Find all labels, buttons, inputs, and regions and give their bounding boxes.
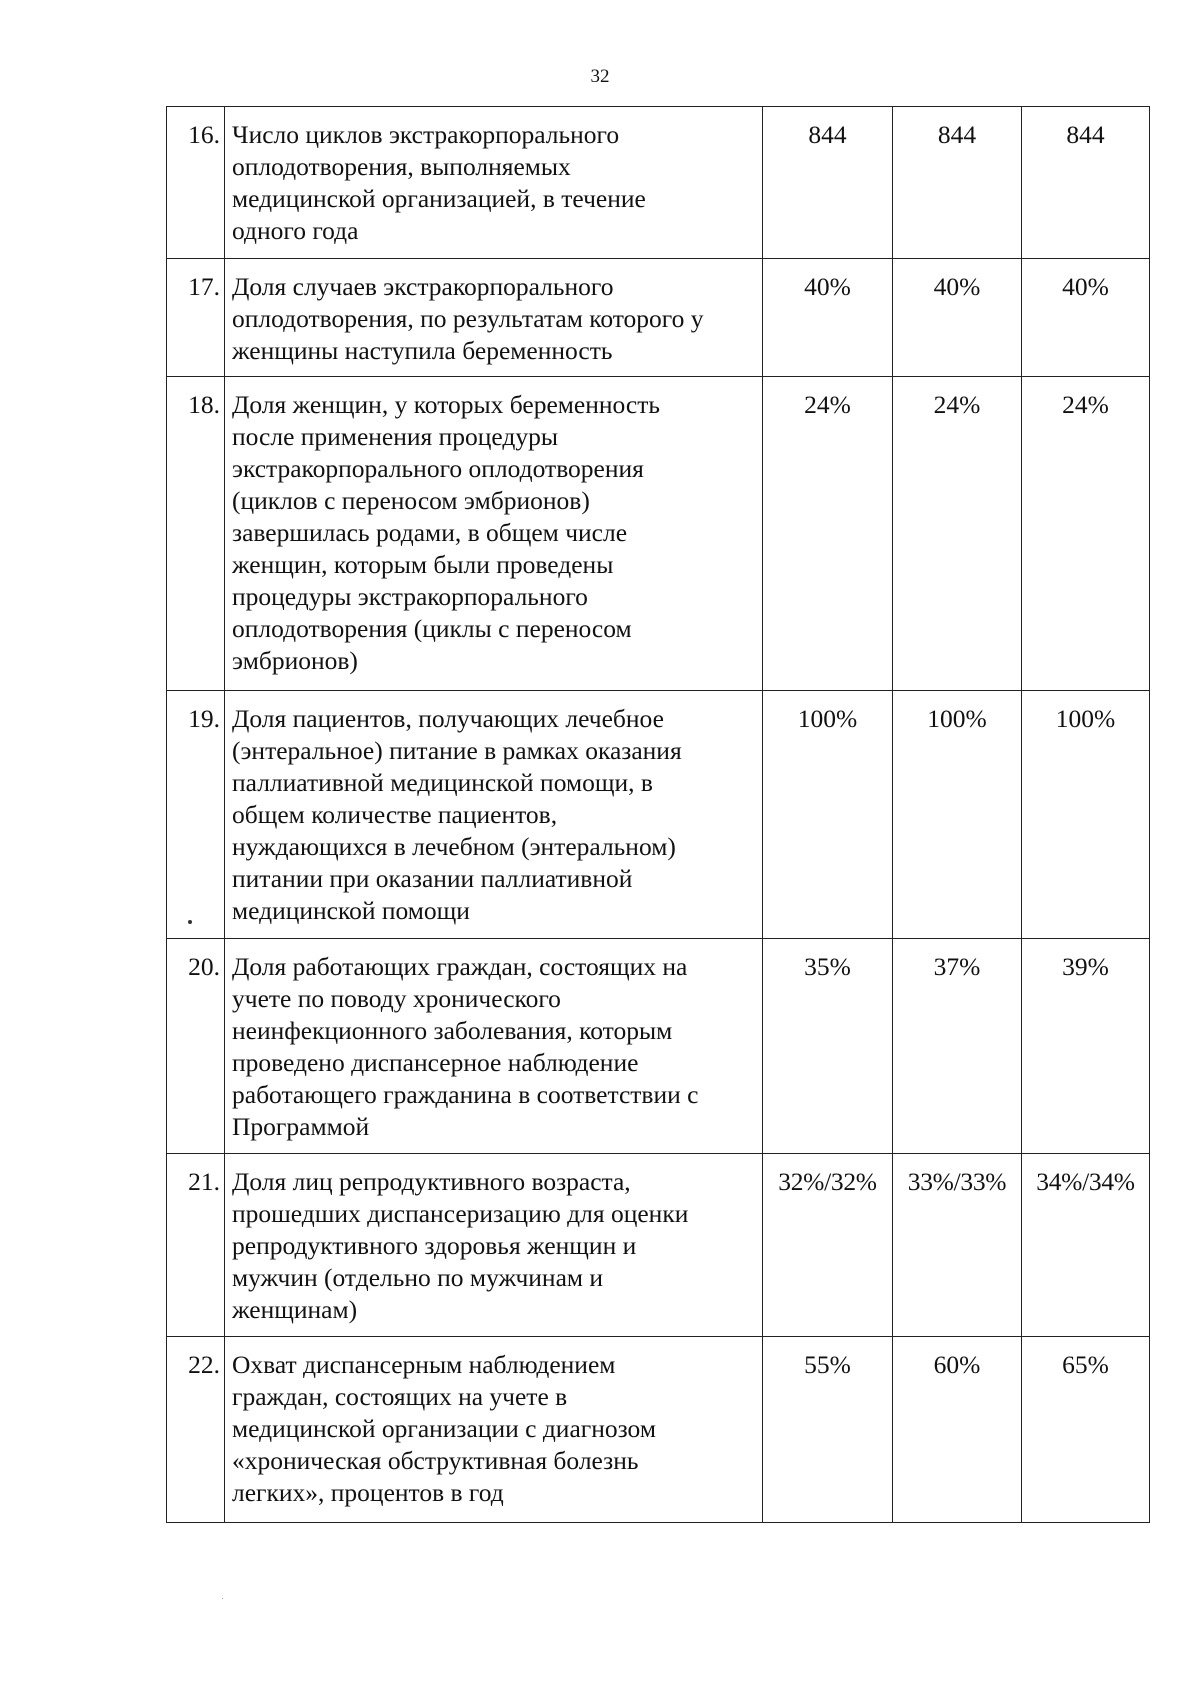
- value-year-1: 100%: [763, 691, 893, 939]
- page-number: 32: [590, 66, 610, 87]
- row-number: 21.: [167, 1154, 225, 1337]
- value-year-1: 844: [763, 107, 893, 259]
- table-row: [167, 1337, 1150, 1523]
- table-row: [167, 259, 1150, 377]
- scan-dot-mark: [188, 920, 192, 924]
- value-year-1: 40%: [763, 259, 893, 377]
- value-year-1: 32%/32%: [763, 1154, 893, 1337]
- indicator-description: Охват диспансерным наблюдением граждан, состоящих на учете в медицинской организации с диагнозом «хроническая обструктивная болезнь легких», процентов в год: [225, 1337, 763, 1523]
- value-year-3: 24%: [1022, 377, 1150, 691]
- indicators-table: [166, 106, 1150, 1523]
- indicator-description: Число циклов экстракорпорального оплодотворения, выполняемых медицинской организацией, в течение одного года: [225, 107, 763, 259]
- value-year-3: 40%: [1022, 259, 1150, 377]
- value-year-1: 24%: [763, 377, 893, 691]
- indicator-description: Доля работающих граждан, состоящих на учете по поводу хронического неинфекционного заболевания, которым проведено диспансерное наблюдение работающего гражданина в соответствии с Программой: [225, 939, 763, 1154]
- value-year-3: 100%: [1022, 691, 1150, 939]
- row-number: 16.: [167, 107, 225, 259]
- value-year-2: 37%: [893, 939, 1022, 1154]
- row-number: 19.: [167, 691, 225, 939]
- value-year-2: 60%: [893, 1337, 1022, 1523]
- value-year-2: 33%/33%: [893, 1154, 1022, 1337]
- value-year-2: 100%: [893, 691, 1022, 939]
- table-row: [167, 939, 1150, 1154]
- indicator-description: Доля случаев экстракорпорального оплодотворения, по результатам которого у женщины наступила беременность: [225, 259, 763, 377]
- indicator-description: Доля женщин, у которых беременность после применения процедуры экстракорпорального оплодотворения (циклов с переносом эмбрионов) завершилась родами, в общем числе женщин, которым были проведены процедуры экстракорпорального оплодотворения (циклы с переносом эмбрионов): [225, 377, 763, 691]
- row-number: 20.: [167, 939, 225, 1154]
- value-year-3: 844: [1022, 107, 1150, 259]
- row-number: 18.: [167, 377, 225, 691]
- indicator-description: Доля пациентов, получающих лечебное (энтеральное) питание в рамках оказания паллиативной медицинской помощи, в общем количестве пациентов, нуждающихся в лечебном (энтеральном) питании при оказании паллиативной медицинской помощи: [225, 691, 763, 939]
- row-number: 22.: [167, 1337, 225, 1523]
- table-row: [167, 1154, 1150, 1337]
- table-row: [167, 377, 1150, 691]
- value-year-1: 55%: [763, 1337, 893, 1523]
- value-year-2: 844: [893, 107, 1022, 259]
- scan-speck: [222, 1598, 223, 1599]
- indicator-description: Доля лиц репродуктивного возраста, прошедших диспансеризацию для оценки репродуктивного здоровья женщин и мужчин (отдельно по мужчинам и женщинам): [225, 1154, 763, 1337]
- value-year-3: 65%: [1022, 1337, 1150, 1523]
- table-row: [167, 107, 1150, 259]
- table-row: [167, 691, 1150, 939]
- value-year-3: 34%/34%: [1022, 1154, 1150, 1337]
- value-year-2: 24%: [893, 377, 1022, 691]
- value-year-3: 39%: [1022, 939, 1150, 1154]
- value-year-1: 35%: [763, 939, 893, 1154]
- value-year-2: 40%: [893, 259, 1022, 377]
- row-number: 17.: [167, 259, 225, 377]
